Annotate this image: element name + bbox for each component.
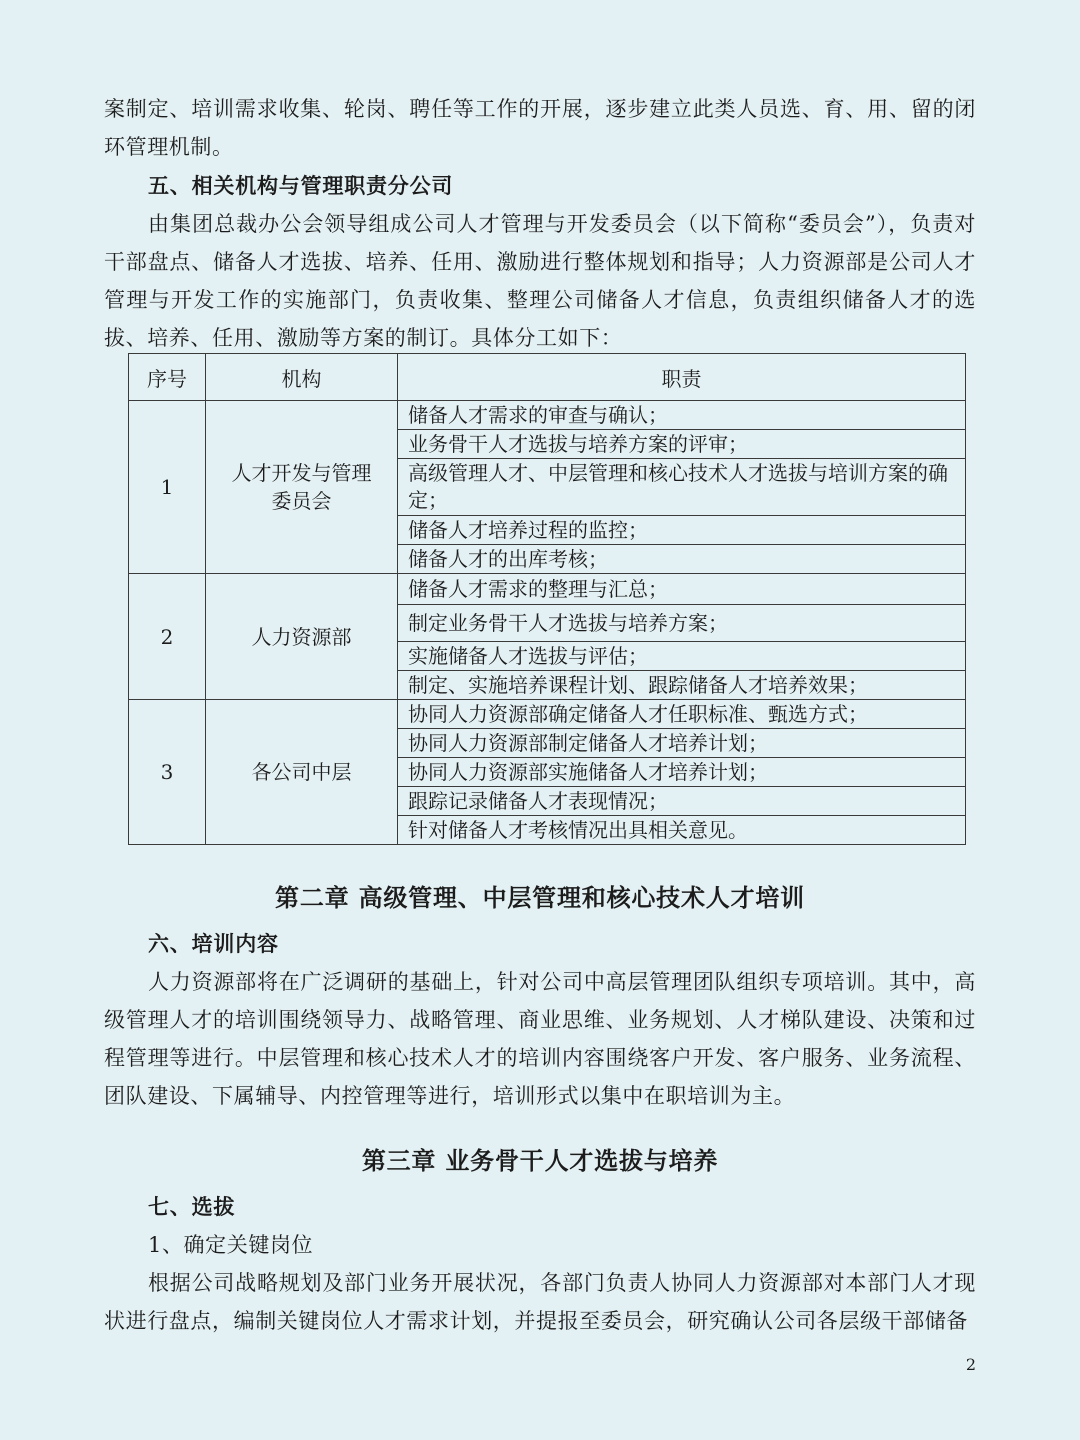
duty-cell: 储备人才的出库考核； xyxy=(398,545,966,574)
duty-cell: 协同人力资源部制定储备人才培养计划； xyxy=(398,729,966,758)
header-org: 机构 xyxy=(206,354,398,401)
duty-cell: 储备人才需求的整理与汇总； xyxy=(398,574,966,605)
duty-cell: 协同人力资源部实施储备人才培养计划； xyxy=(398,758,966,787)
table-row xyxy=(129,700,966,729)
header-num: 序号 xyxy=(129,354,206,401)
section5-heading: 五、相关机构与管理职责分公司 xyxy=(148,173,454,198)
chapter3-title: 第三章 业务骨干人才选拔与培养 xyxy=(361,1146,719,1175)
duty-cell: 跟踪记录储备人才表现情况； xyxy=(398,787,966,816)
duty-cell: 业务骨干人才选拔与培养方案的评审； xyxy=(398,430,966,459)
chapter2-title: 第二章 高级管理、中层管理和核心技术人才培训 xyxy=(275,883,805,912)
duty-cell: 制定业务骨干人才选拔与培养方案； xyxy=(398,605,966,642)
section7-paragraph: 根据公司战略规划及部门业务开展状况，各部门负责人协同人力资源部对本部门人才现状进行盘点，编制关键岗位人才需求计划，并提报至委员会，研究确认公司各层级干部储备 xyxy=(104,1271,976,1333)
row-org xyxy=(206,401,398,574)
section5-paragraph: 由集团总裁办公会领导组成公司人才管理与开发委员会（以下简称“委员会”），负责对干部盘点、储备人才选拔、培养、任用、激励进行整体规划和指导；人力资源部是公司人才管理与开发工作的实施部门，负责收集、整理公司储备人才信息，负责组织储备人才的选拔、培养、任用、激励等方案的制订。具体分工如下： xyxy=(104,212,976,350)
org-label: 人才开发与管理委员会 xyxy=(231,461,372,513)
table-header-row xyxy=(129,354,966,401)
subsection-heading: 1、确定关键岗位 xyxy=(148,1233,314,1257)
intro-paragraph: 案制定、培训需求收集、轮岗、聘任等工作的开展，逐步建立此类人员选、育、用、留的闭环管理机制。 xyxy=(104,97,976,159)
section6-heading: 六、培训内容 xyxy=(148,931,279,956)
table-row xyxy=(129,574,966,605)
section7-heading: 七、选拔 xyxy=(148,1194,236,1219)
duty-cell: 储备人才培养过程的监控； xyxy=(398,516,966,545)
row-org: 各公司中层 xyxy=(206,700,398,845)
section6-paragraph: 人力资源部将在广泛调研的基础上，针对公司中高层管理团队组织专项培训。其中，高级管理人才的培训围绕领导力、战略管理、商业思维、业务规划、人才梯队建设、决策和过程管理等进行。中层管理和核心技术人才的培训内容围绕客户开发、客户服务、业务流程、团队建设、下属辅导、内控管理等进行，培训形式以集中在职培训为主。 xyxy=(104,970,976,1108)
row-num: 2 xyxy=(129,574,206,700)
page-number: 2 xyxy=(965,1355,976,1374)
table-row xyxy=(129,401,966,430)
duty-cell: 针对储备人才考核情况出具相关意见。 xyxy=(398,816,966,845)
duty-cell: 制定、实施培养课程计划、跟踪储备人才培养效果； xyxy=(398,671,966,700)
row-num: 1 xyxy=(129,401,206,574)
row-num: 3 xyxy=(129,700,206,845)
header-duty: 职责 xyxy=(398,354,966,401)
duty-cell: 实施储备人才选拔与评估； xyxy=(398,642,966,671)
duty-cell: 协同人力资源部确定储备人才任职标准、甄选方式； xyxy=(398,700,966,729)
duty-table xyxy=(128,353,966,845)
duty-cell: 储备人才需求的审查与确认； xyxy=(398,401,966,430)
row-org: 人力资源部 xyxy=(206,574,398,700)
duty-cell: 高级管理人才、中层管理和核心技术人才选拔与培训方案的确定； xyxy=(398,459,966,516)
